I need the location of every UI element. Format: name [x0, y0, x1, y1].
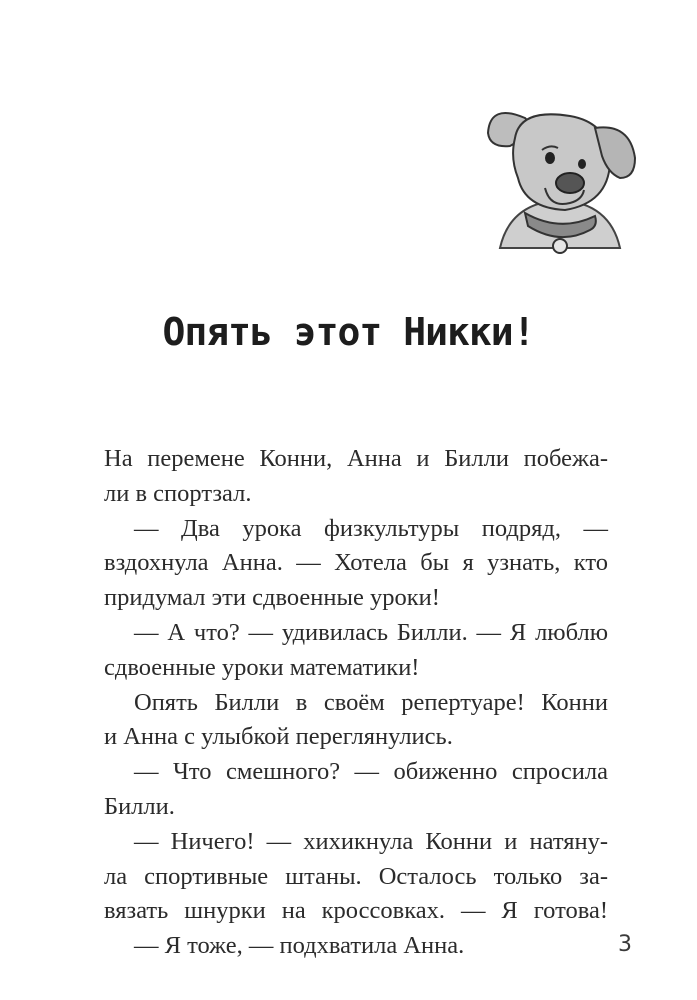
text-line: — Два урока физкультуры подряд, — [134, 514, 608, 542]
text-line: Билли. [104, 792, 175, 820]
text-line: и Анна с улыбкой переглянулись. [104, 723, 453, 751]
body-text [104, 442, 608, 964]
text-line: Опять Билли в своём репертуаре! Конни [134, 688, 608, 716]
text-line: На перемене Конни, Анна и Билли побежа- [104, 445, 608, 472]
text-line: вздохнула Анна. — Хотела бы я узнать, кто [104, 549, 608, 577]
text-line: — А что? — удивилась Билли. — Я люблю [134, 618, 608, 646]
text-line: — Что смешного? — обиженно спросила [134, 758, 608, 786]
text-line: — Я тоже, — подхватила Анна. [134, 932, 465, 960]
text-line: сдвоенные уроки математики! [104, 653, 420, 681]
puppy-icon [470, 78, 650, 268]
chapter-title: Опять этот Никки! [162, 310, 535, 354]
text-line: — Ничего! — хихикнула Конни и натяну- [134, 827, 608, 855]
text-line: ли в спортзал. [104, 479, 252, 507]
text-line: придумал эти сдвоенные уроки! [104, 584, 440, 612]
page-number: 3 [618, 932, 632, 957]
puppy-illustration [470, 78, 650, 268]
text-line: вязать шнурки на кроссовках. — Я готова! [104, 897, 608, 925]
text-line: ла спортивные штаны. Осталось только за- [104, 862, 608, 890]
